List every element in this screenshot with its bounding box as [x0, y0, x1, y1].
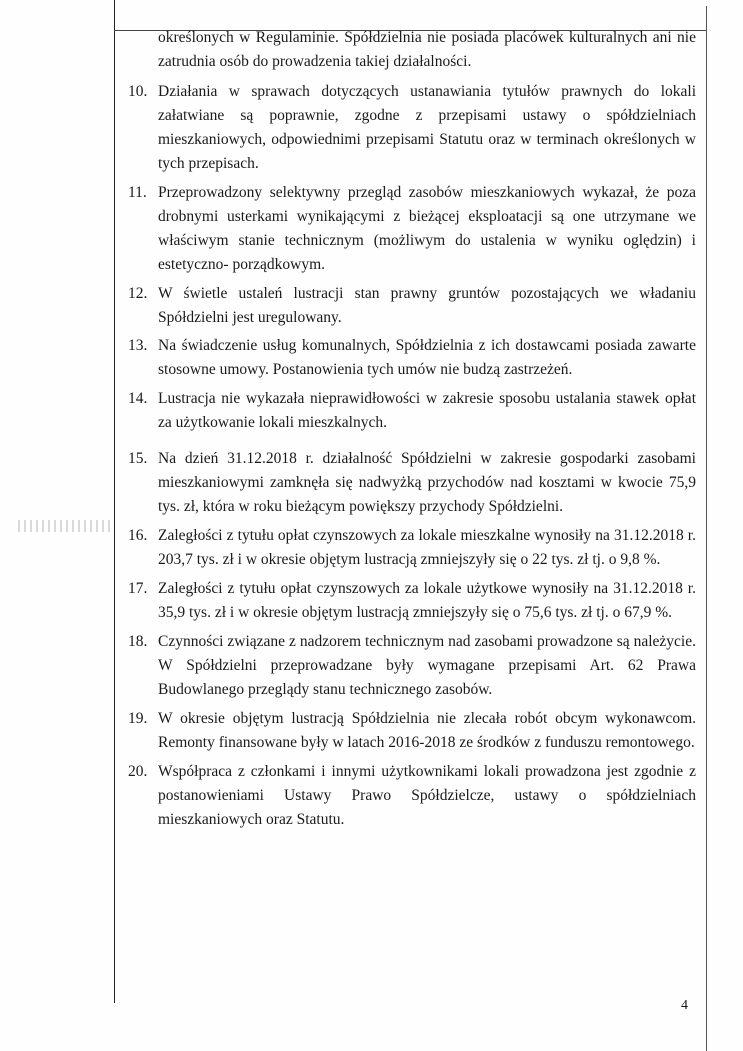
scan-artifact [18, 520, 110, 532]
item-number: 20. [128, 763, 148, 780]
item-text: Na świadczenie usług komunalnych, Spółdzielnia z ich dostawcami posiada zawarte stosowne umowy. Postanowienia tych umów nie budzą zastrzeżeń. [158, 337, 696, 378]
item-text: W okresie objętym lustracją Spółdzielnia nie zlecała robót obcym wykonawcom. Remonty finansowane były w latach 2016-2018 ze środków z funduszu remontowego. [158, 710, 696, 751]
document-body [128, 26, 696, 837]
item-number: 16. [128, 527, 148, 544]
item-text: Przeprowadzony selektywny przegląd zasobów mieszkaniowych wykazał, że poza drobnymi usterkami wynikającymi z bieżącej eksploatacji są one utrzymane we właściwym stanie technicznym (możliwym do ustalenia w wyniku oględzin) i estetyczno- porządkowym. [158, 184, 696, 273]
list-item [128, 760, 696, 832]
list-item [128, 181, 696, 277]
list-item [128, 282, 696, 330]
item-text: Lustracja nie wykazała nieprawidłowości w zakresie sposobu ustalania stawek opłat za użytkowanie lokali mieszkalnych. [158, 390, 696, 431]
item-text: Współpraca z członkami i innymi użytkownikami lokali prowadzona jest zgodnie z postanowieniami Ustawy Prawo Spółdzielcze, ustawy o spółdzielniach mieszkaniowych oraz Statutu. [158, 763, 696, 828]
item-text: W świetle ustaleń lustracji stan prawny gruntów pozostających we władaniu Spółdzielni jest uregulowany. [158, 285, 696, 326]
item-text: Działania w sprawach dotyczących ustanawiania tytułów prawnych do lokali załatwiane są poprawnie, zgodne z przepisami ustawy o spółdzielniach mieszkaniowych, odpowiednimi przepisami Statutu oraz w terminach określonych w tych przepisach. [158, 83, 696, 172]
item-number: 18. [128, 633, 148, 650]
item-text: Zaległości z tytułu opłat czynszowych za lokale użytkowe wynosiły na 31.12.2018 r. 35,9 tys. zł i w okresie objętym lustracją zmniejszyły się o 75,6 tys. zł tj. o 67,9 %. [158, 580, 696, 621]
left-margin-line [114, 0, 115, 1003]
intro-continuation: określonych w Regulaminie. Spółdzielnia nie posiada placówek kulturalnych ani nie zatrudnia osób do prowadzenia takiej działalności. [158, 29, 696, 70]
item-text: Zaległości z tytułu opłat czynszowych za lokale mieszkalne wynosiły na 31.12.2018 r. 203,7 tys. zł i w okresie objętym lustracją zmniejszyły się o 22 tys. zł tj. o 9,8 %. [158, 527, 696, 568]
list-item [128, 334, 696, 382]
item-number: 10. [128, 83, 148, 100]
item-number: 15. [128, 450, 148, 467]
findings-list [128, 80, 696, 832]
item-number: 19. [128, 710, 148, 727]
list-item [128, 630, 696, 702]
list-item [128, 387, 696, 435]
item-text: Na dzień 31.12.2018 r. działalność Spółdzielni w zakresie gospodarki zasobami mieszkaniowymi zamknęła się nadwyżką przychodów nad kosztami w kwocie 75,9 tys. zł, która w roku bieżącym powiększy przychody Spółdzielni. [158, 450, 696, 515]
right-margin-line [706, 6, 707, 1051]
list-item [128, 524, 696, 572]
list-item [128, 707, 696, 755]
item-number: 11. [128, 184, 147, 201]
item-number: 13. [128, 337, 148, 354]
page-number: 4 [681, 998, 688, 1013]
list-item [128, 80, 696, 176]
item-number: 14. [128, 390, 148, 407]
item-text: Czynności związane z nadzorem technicznym nad zasobami prowadzone są należycie. W Spółdzielni przeprowadzane były wymagane przepisami Art. 62 Prawa Budowlanego przeglądy stanu technicznego zasobów. [158, 633, 696, 698]
list-item [128, 577, 696, 625]
item-number: 17. [128, 580, 148, 597]
item-number: 12. [128, 285, 148, 302]
list-item [128, 447, 696, 519]
